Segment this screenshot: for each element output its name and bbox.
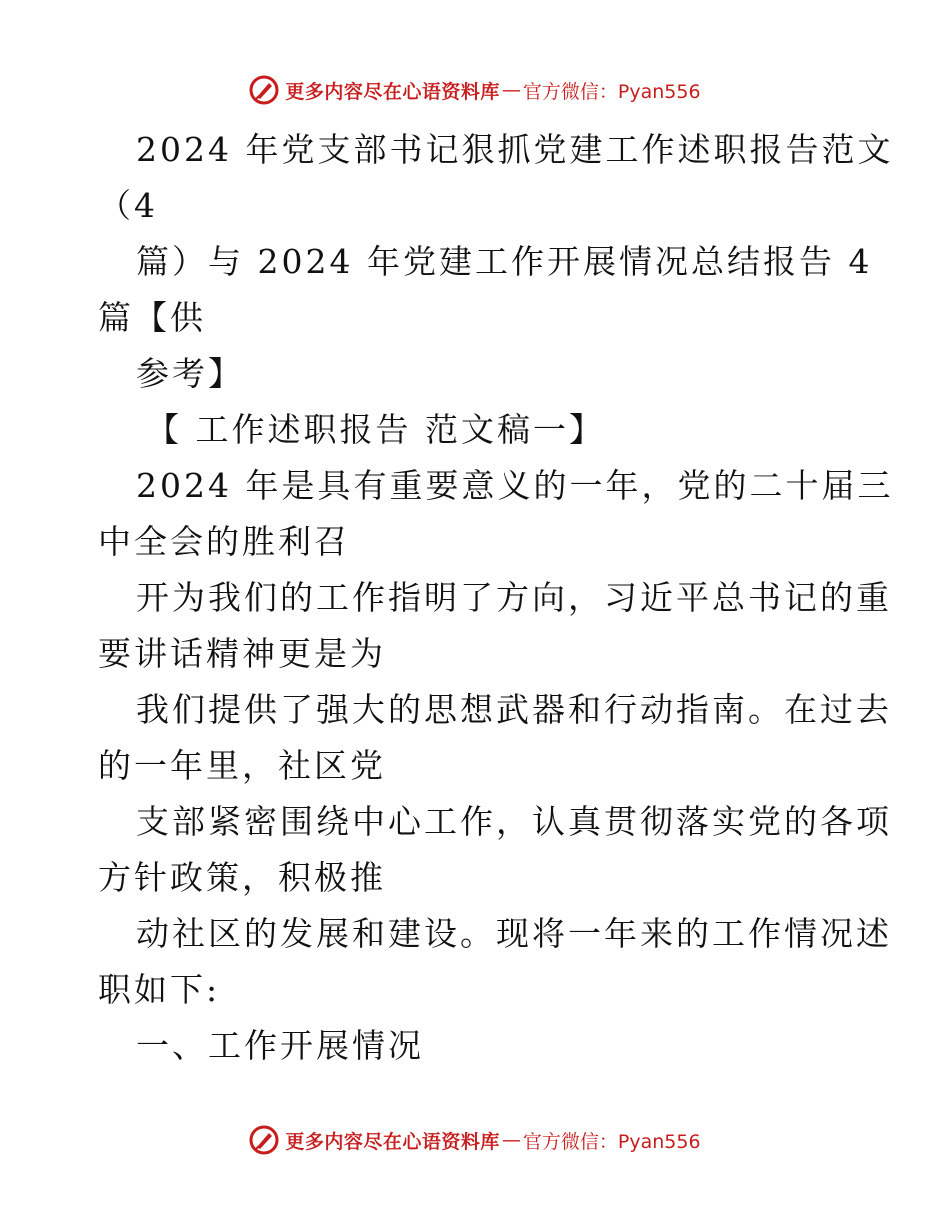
- quill-logo-icon: [249, 75, 279, 105]
- doc-line: 支部紧密围绕中心工作，认真贯彻落实党的各项: [136, 802, 892, 841]
- footer-watermark-banner: [0, 1120, 950, 1160]
- banner-wechat-text: 官方微信：Pyan556: [522, 1130, 701, 1153]
- doc-line: 参考】: [136, 354, 244, 393]
- doc-line: 的一年里，社区党: [98, 746, 386, 785]
- doc-line: 篇）与 2024 年党建工作开展情况总结报告 4: [136, 242, 873, 281]
- doc-line: 方针政策，积极推: [98, 858, 386, 897]
- banner-separator: —: [501, 1129, 521, 1151]
- doc-line: 2024 年党支部书记狠抓党建工作述职报告范文: [136, 130, 894, 169]
- doc-line: 职如下:: [98, 970, 221, 1009]
- doc-line: 要讲话精神更是为: [98, 634, 386, 673]
- doc-line: 开为我们的工作指明了方向，习近平总书记的重: [136, 578, 892, 617]
- doc-line: 【 工作述职报告 范文稿一】: [146, 410, 605, 449]
- banner-wechat-text: 官方微信：Pyan556: [522, 80, 701, 103]
- document-body: [98, 122, 894, 1074]
- doc-line: 中全会的胜利召: [98, 522, 350, 561]
- doc-line: （4: [98, 186, 158, 225]
- banner-main-text: 更多内容尽在心语资料库: [285, 80, 500, 103]
- doc-line: 一、工作开展情况: [136, 1026, 424, 1065]
- doc-line: 篇【供: [98, 298, 206, 337]
- doc-line: 动社区的发展和建设。现将一年来的工作情况述: [136, 914, 892, 953]
- banner-separator: —: [501, 79, 521, 101]
- doc-line: 我们提供了强大的思想武器和行动指南。在过去: [136, 690, 892, 729]
- header-watermark-banner: [0, 70, 950, 110]
- quill-logo-icon: [249, 1125, 279, 1155]
- banner-main-text: 更多内容尽在心语资料库: [285, 1130, 500, 1153]
- doc-line: 2024 年是具有重要意义的一年，党的二十届三: [136, 466, 894, 505]
